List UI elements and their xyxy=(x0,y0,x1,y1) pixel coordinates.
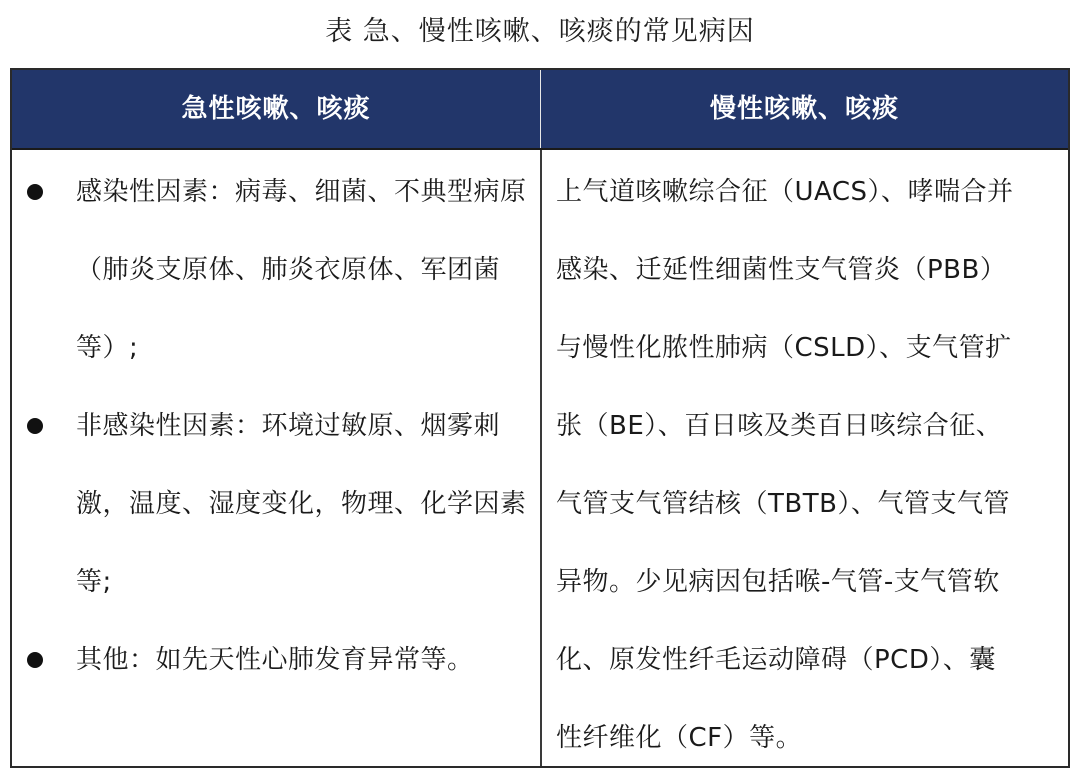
acute-causes-cell xyxy=(12,150,540,766)
chronic-text-line: 与慢性化脓性肺病（CSLD）、支气管扩 xyxy=(556,333,1012,363)
list-item xyxy=(12,387,540,621)
causes-table xyxy=(10,68,1070,768)
chronic-causes-cell xyxy=(556,153,1060,777)
bullet-icon xyxy=(27,184,43,200)
chronic-text-line: 化、原发性纤毛运动障碍（PCD）、囊 xyxy=(556,645,996,675)
header-acute: 急性咳嗽、咳痰 xyxy=(181,94,371,124)
list-item-text: 非感染性因素：环境过敏原、烟雾刺激，温度、湿度变化，物理、化学因素等; xyxy=(76,411,527,597)
table-header-row xyxy=(12,70,1068,150)
list-item xyxy=(12,153,540,387)
chronic-text-line: 异物。少见病因包括喉-气管-支气管软 xyxy=(556,567,1000,597)
chronic-text-line: 性纤维化（CF）等。 xyxy=(556,723,803,753)
header-chronic: 慢性咳嗽、咳痰 xyxy=(709,94,899,124)
chronic-text-line: 张（BE）、百日咳及类百日咳综合征、 xyxy=(556,411,1003,441)
list-item-text: 其他：如先天性心肺发育异常等。 xyxy=(76,645,474,675)
bullet-icon xyxy=(27,652,43,668)
chronic-text-line: 气管支气管结核（TBTB）、气管支气管 xyxy=(556,489,1010,519)
column-divider xyxy=(540,150,542,766)
list-item-text: 感染性因素：病毒、细菌、不典型病原（肺炎支原体、肺炎衣原体、军团菌等）; xyxy=(76,177,527,363)
chronic-text-line: 上气道咳嗽综合征（UACS）、哮喘合并 xyxy=(556,177,1014,207)
table-caption: 表 急、慢性咳嗽、咳痰的常见病因 xyxy=(325,16,755,47)
chronic-text-line: 感染、迁延性细菌性支气管炎（PBB） xyxy=(556,255,1007,285)
list-item xyxy=(12,621,540,699)
bullet-icon xyxy=(27,418,43,434)
acute-causes-list xyxy=(12,153,540,699)
